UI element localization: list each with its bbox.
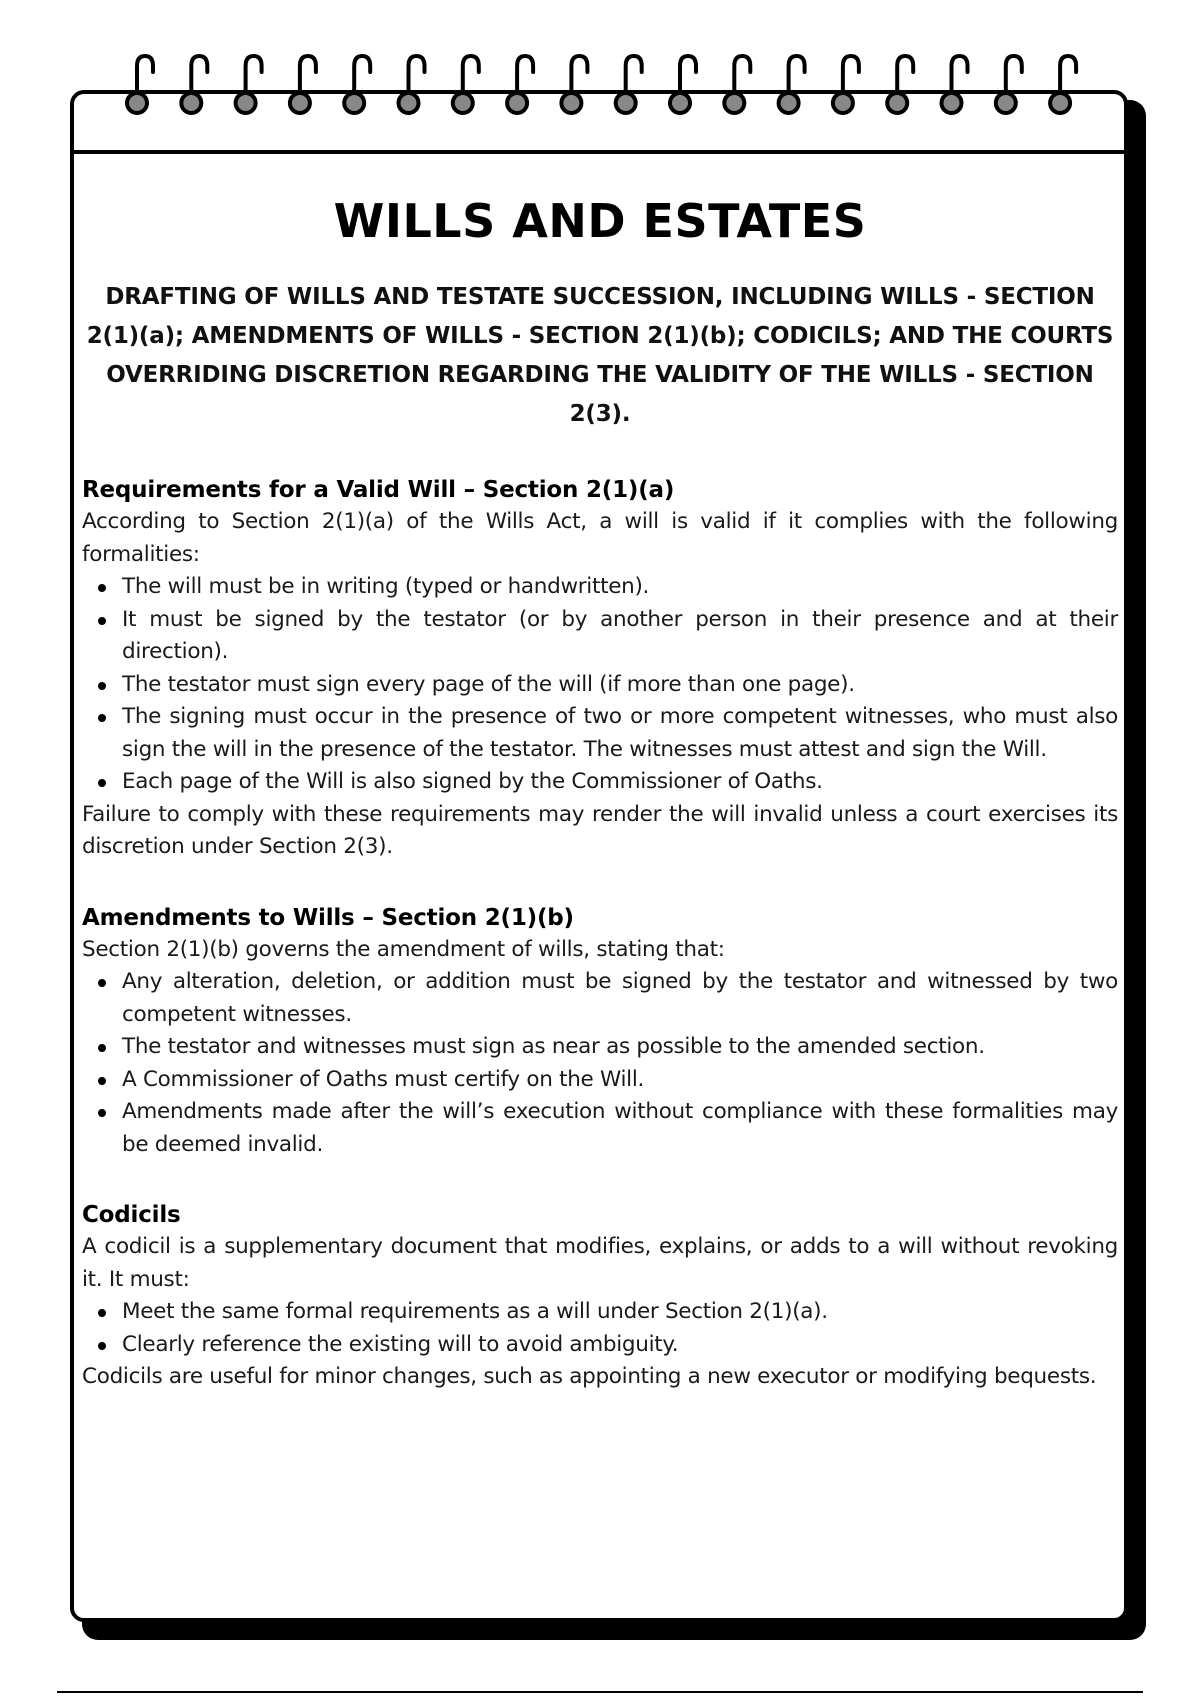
section-codicils — [82, 1199, 1118, 1394]
binding-ring-icon — [561, 56, 587, 113]
section-heading: Requirements for a Valid Will – Section 2(1)(a) — [82, 477, 675, 503]
section-heading: Codicils — [82, 1202, 181, 1228]
document-title: WILLS AND ESTATES — [333, 194, 867, 248]
list-item: The will must be in writing (typed or handwritten). — [122, 571, 1118, 604]
binding-ring-icon — [1050, 56, 1076, 113]
binding-ring-icon — [996, 56, 1022, 113]
binding-ring-icon — [344, 56, 370, 113]
document-subtitle: DRAFTING OF WILLS AND TESTATE SUCCESSION, INCLUDING WILLS - SECTION 2(1)(a); AMENDMENTS OF WILLS - SECTION 2(1)(b); CODICILS; AND THE COURTS OVERRIDING DISCRETION REGARDING THE VALIDITY OF THE WILLS - SECTION 2(3). — [86, 284, 1114, 427]
list-item: It must be signed by the testator (or by another person in their presence and at their direction). — [122, 604, 1118, 669]
bottom-divider — [57, 1691, 1143, 1693]
document-content — [82, 194, 1118, 1394]
binding-ring-icon — [724, 56, 750, 113]
bullet-list — [82, 1296, 1118, 1361]
list-item: Each page of the Will is also signed by the Commissioner of Oaths. — [122, 766, 1118, 799]
section-heading: Amendments to Wills – Section 2(1)(b) — [82, 904, 574, 931]
binding-ring-icon — [670, 56, 696, 113]
section-outro: Failure to comply with these requirements may render the will invalid unless a court exercises its discretion under Section 2(3). — [82, 801, 1118, 859]
list-item: The signing must occur in the presence of two or more competent witnesses, who must also sign the will in the presence of the testator. The witnesses must attest and sign the Will. — [122, 701, 1118, 766]
notebook-page — [70, 90, 1128, 1622]
bullet-list — [82, 966, 1118, 1161]
section-outro: Codicils are useful for minor changes, such as appointing a new executor or modifying bequests. — [82, 1364, 1097, 1389]
list-item: Any alteration, deletion, or addition must be signed by the testator and witnessed by two competent witnesses. — [122, 966, 1118, 1031]
section-intro: According to Section 2(1)(a) of the Wills Act, a will is valid if it complies with the following formalities: — [82, 509, 1118, 567]
section-valid-will — [82, 474, 1118, 864]
list-item: Clearly reference the existing will to avoid ambiguity. — [122, 1329, 1118, 1362]
section-amendments — [82, 902, 1118, 1162]
binding-ring-icon — [181, 56, 207, 113]
binding-ring-icon — [507, 56, 533, 113]
binding-ring-icon — [942, 56, 968, 113]
binding-ring-icon — [616, 56, 642, 113]
spiral-binding-rings — [0, 0, 1200, 130]
list-item: Meet the same formal requirements as a will under Section 2(1)(a). — [122, 1296, 1118, 1329]
binding-ring-icon — [779, 56, 805, 113]
binding-ring-icon — [290, 56, 316, 113]
binding-ring-icon — [453, 56, 479, 113]
binding-ring-icon — [833, 56, 859, 113]
binding-ring-icon — [236, 56, 262, 113]
section-intro: Section 2(1)(b) governs the amendment of wills, stating that: — [82, 936, 725, 962]
section-intro: A codicil is a supplementary document that modifies, explains, or adds to a will without revoking it. It must: — [82, 1234, 1118, 1292]
binding-ring-icon — [127, 56, 153, 113]
list-item: The testator must sign every page of the will (if more than one page). — [122, 669, 1118, 702]
binding-ring-icon — [399, 56, 425, 113]
list-item: A Commissioner of Oaths must certify on the Will. — [122, 1064, 1118, 1097]
list-item: The testator and witnesses must sign as near as possible to the amended section. — [122, 1031, 1118, 1064]
binding-ring-icon — [887, 56, 913, 113]
bullet-list — [82, 571, 1118, 799]
list-item: Amendments made after the will’s execution without compliance with these formalities may be deemed invalid. — [122, 1096, 1118, 1161]
notebook-header-divider — [74, 150, 1124, 154]
